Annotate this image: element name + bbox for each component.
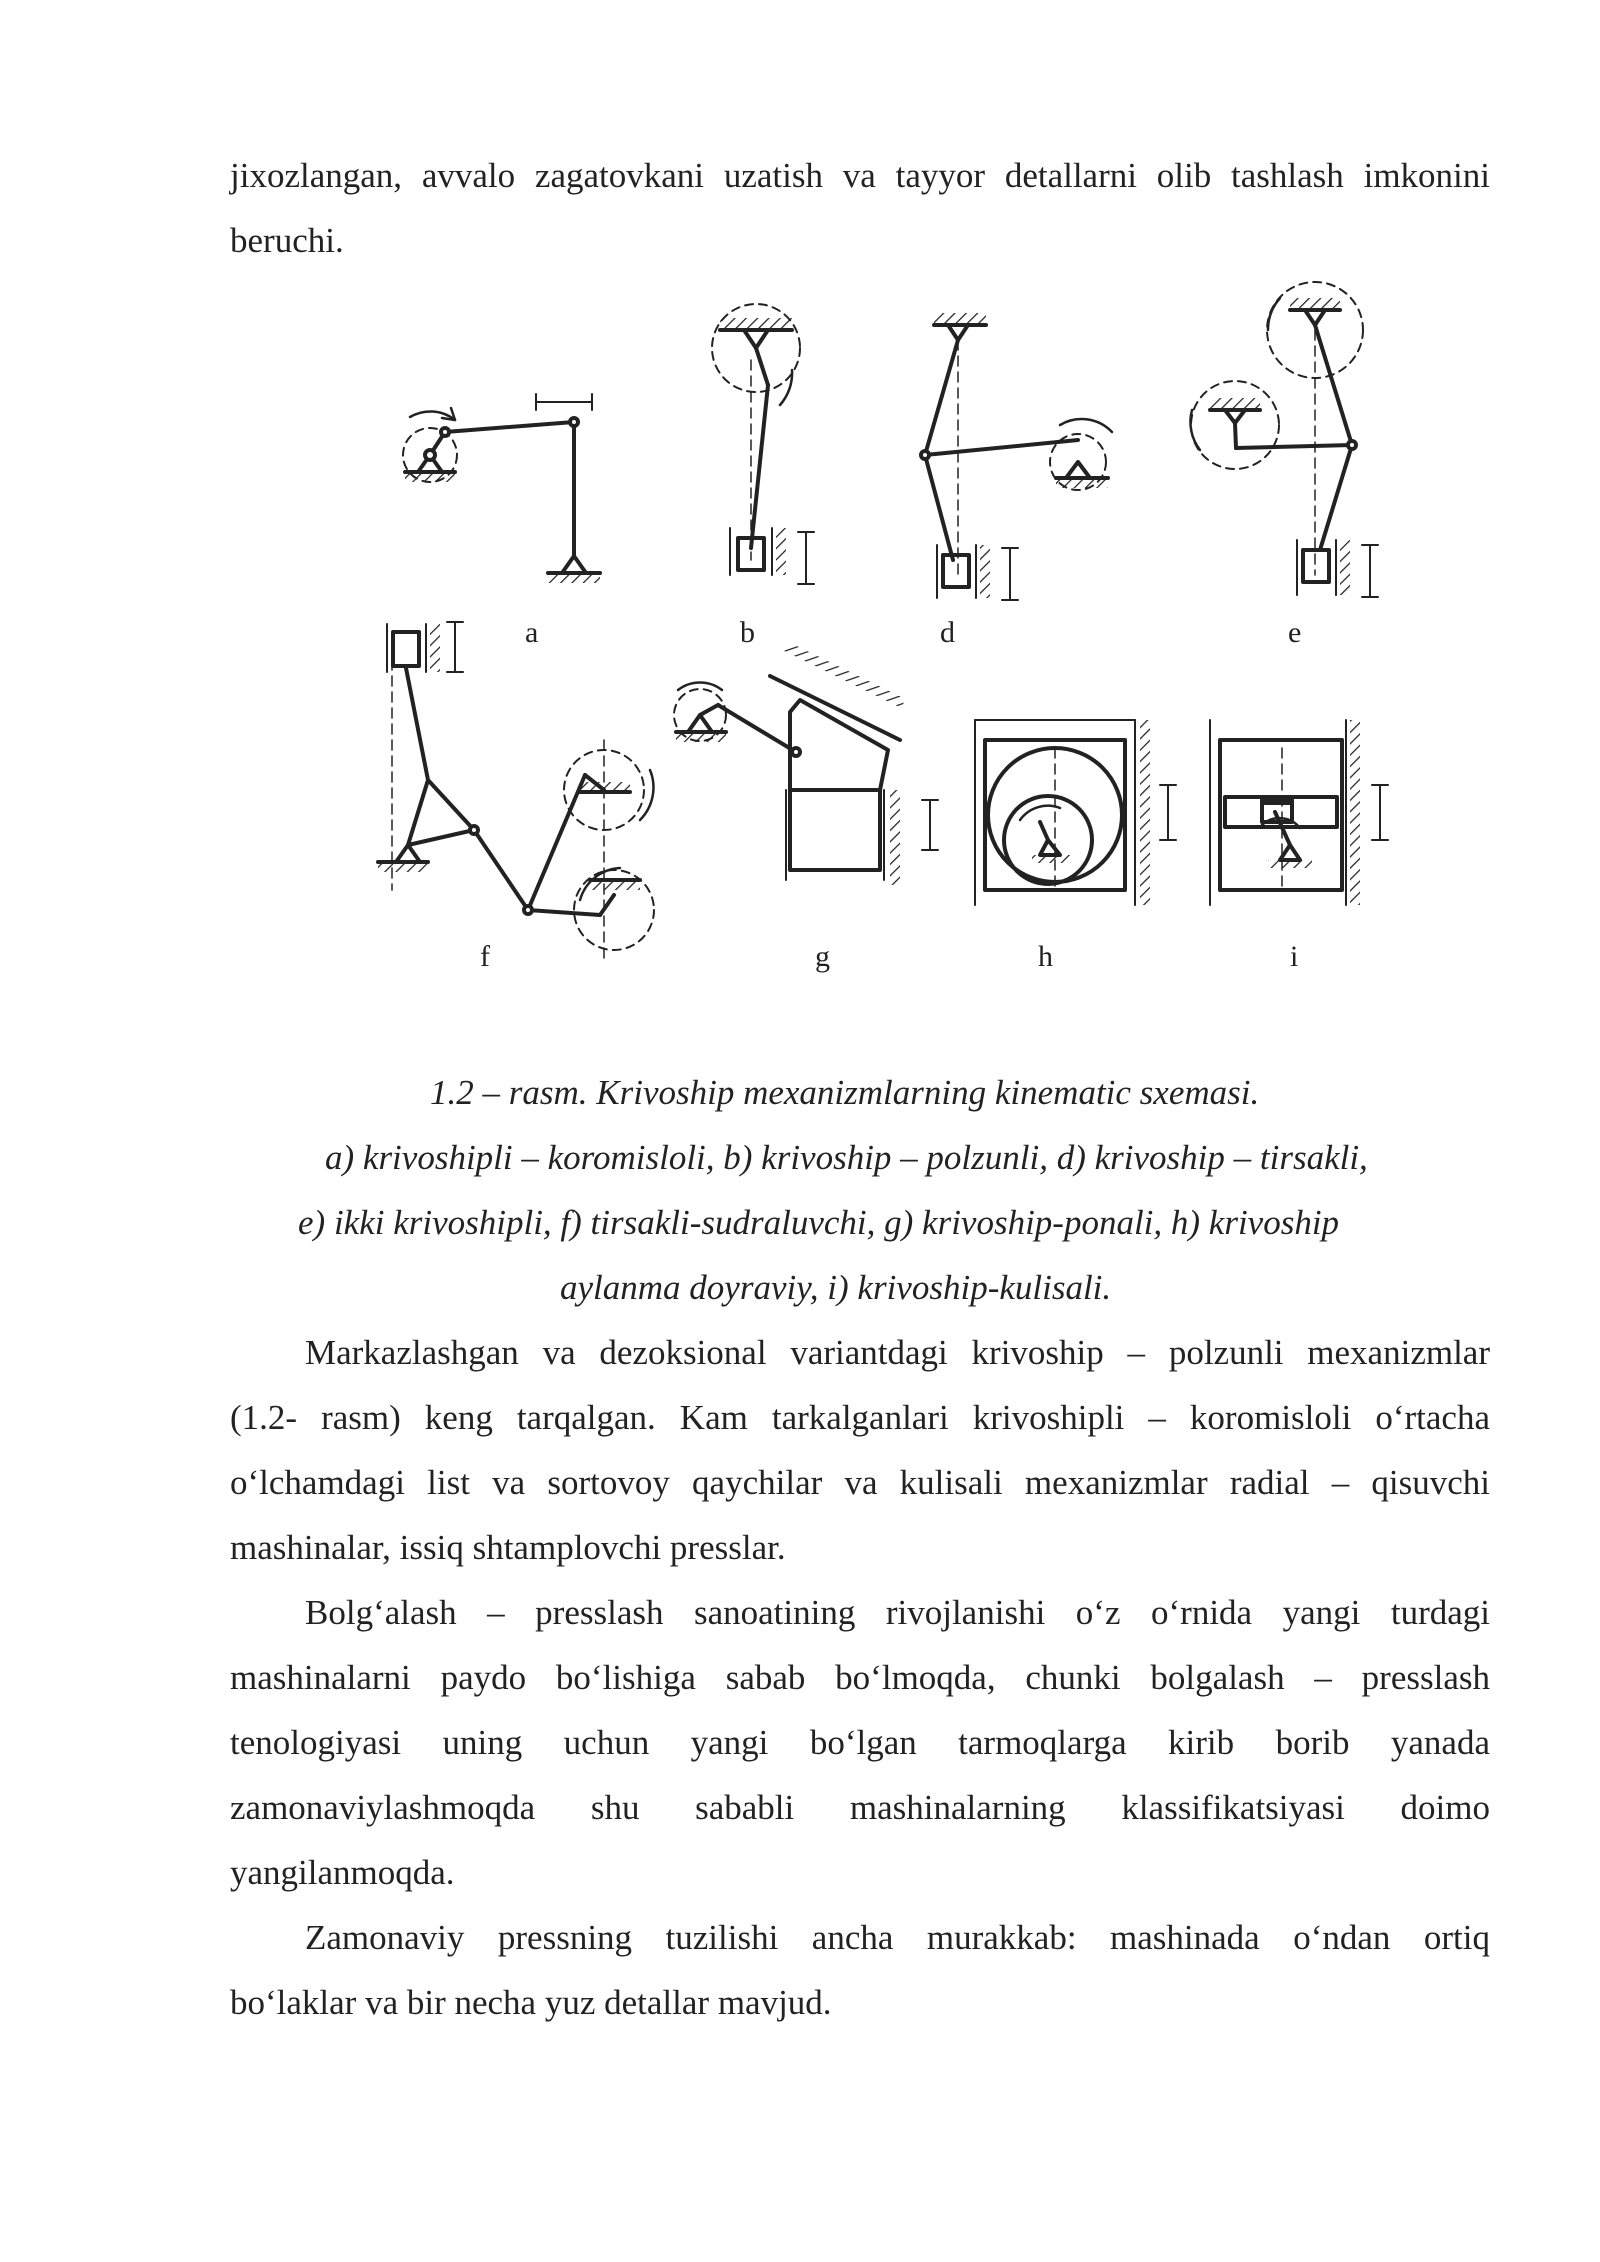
label-a: a [525, 616, 539, 649]
figure-caption-title: 1.2 – rasm. Krivoship mexanizmlarning kinematic sxemasi. [430, 1073, 1260, 1112]
scheme-h-rotary-crank [975, 720, 1176, 905]
figure-caption-line-3: aylanma doyraviy, i) krivoship-kulisali. [560, 1268, 1112, 1307]
figure-caption-line-1: a) krivoshipli – koromisloli, b) krivoship – polzunli, d) krivoship – tirsakli, [325, 1138, 1368, 1177]
scheme-i-crank-slotted [1210, 720, 1388, 905]
figure-caption-line-2: e) ikki krivoshipli, f) tirsakli-sudraluvchi, g) krivoship-ponali, h) krivoship [298, 1203, 1340, 1242]
label-h: h [1038, 940, 1053, 973]
scheme-a-crank-rocker [403, 394, 600, 583]
scheme-b-crank-slider [712, 304, 814, 584]
intro-line-2: beruchi. [230, 221, 344, 260]
paragraph-2-line-4: zamonaviylashmoqda shu sababli mashinalarning klassifikatsiyasi doimo [230, 1788, 1490, 1827]
paragraph-3-line-1: Zamonaviy pressning tuzilishi ancha murakkab: mashinada o‘ndan ortiq [305, 1918, 1490, 1957]
paragraph-1-line-1: Markazlashgan va dezoksional variantdagi krivoship – polzunli mexanizmlar [305, 1333, 1490, 1372]
paragraph-1-line-4: mashinalar, issiq shtamplovchi presslar. [230, 1528, 786, 1567]
paragraph-1-line-3: o‘lchamdagi list va sortovoy qaychilar va kulisali mexanizmlar radial – qisuvchi [230, 1463, 1490, 1502]
label-f: f [480, 940, 490, 973]
label-b: b [740, 616, 755, 649]
paragraph-1-line-2: (1.2- rasm) keng tarqalgan. Kam tarkalganlari krivoshipli – koromisloli o‘rtacha [230, 1398, 1490, 1437]
scheme-d-crank-toggle [921, 313, 1112, 600]
paragraph-2-line-1: Bolg‘alash – presslash sanoatining rivojlanishi o‘z o‘rnida yangi turdagi [305, 1593, 1490, 1632]
paragraph-2-line-2: mashinalarni paydo bo‘lishiga sabab bo‘lmoqda, chunki bolgalash – presslash [230, 1658, 1490, 1697]
intro-line-1: jixozlangan, avvalo zagatovkani uzatish va tayyor detallarni olib tashlash imkonini [230, 156, 1490, 195]
label-i: i [1290, 940, 1299, 973]
label-g: g [815, 940, 830, 973]
label-e: e [1288, 616, 1302, 649]
scheme-e-double-crank [1190, 282, 1378, 597]
paragraph-3-line-2: bo‘laklar va bir necha yuz detallar mavjud. [230, 1983, 832, 2022]
scheme-f-toggle-slider [378, 622, 654, 960]
scheme-g-crank-wedge [674, 642, 938, 885]
paragraph-2-line-3: tenologiyasi uning uchun yangi bo‘lgan tarmoqlarga kirib borib yanada [230, 1723, 1490, 1762]
label-d: d [940, 616, 955, 649]
paragraph-2-line-5: yangilanmoqda. [230, 1853, 455, 1892]
